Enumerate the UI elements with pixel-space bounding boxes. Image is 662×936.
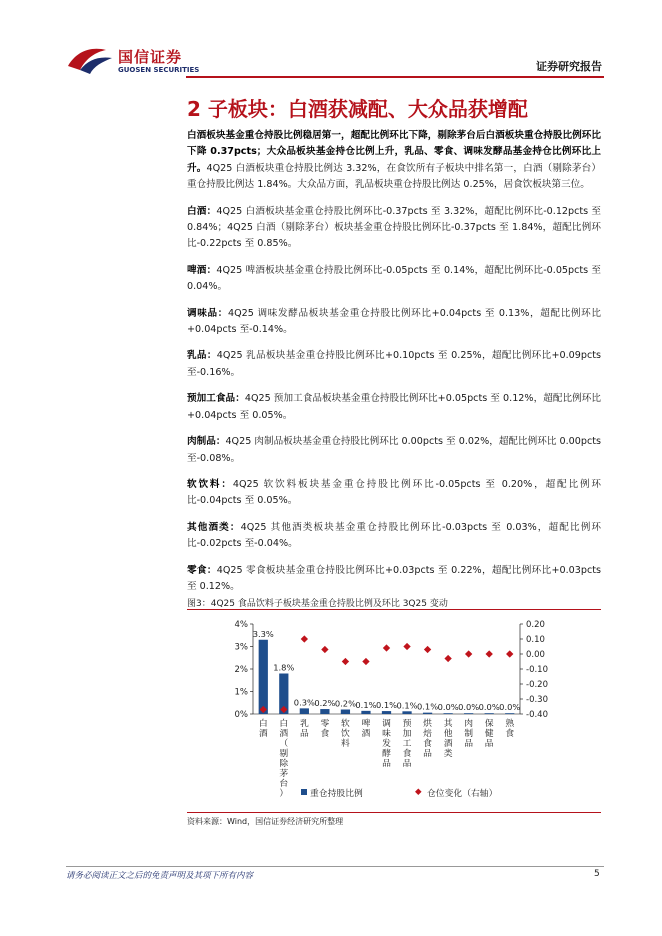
bar-data-label: 0.1% [375,700,398,711]
x-tick-label: 调味发酵品 [382,719,391,769]
point-position-change [321,646,328,653]
bar-holding-ratio [443,713,452,714]
guosen-logo [66,44,200,78]
paragraph-lead: 白酒板块基金重仓持股比例稳居第一，超配比例环比下降，剔除茅台后白酒板块重仓持股比例环比下降 0.37pcts；大众品板块基金持仓比例上升，乳品、零食、调味发酵品基金持仓比例环比上升。 [187,130,601,174]
bar-data-label: 0.1% [396,700,418,711]
bar-holding-ratio [320,709,329,714]
paragraph-summary [187,128,601,194]
paragraph-text: 4Q25 调味发酵品板块基金重仓持股比例环比+0.04pcts 至 0.13%，超配比例环比+0.04pcts 至-0.14%。 [187,307,602,336]
figure-source: 资料来源：Wind，国信证券经济研究所整理 [187,817,344,826]
section-title: 2 子板块：白酒获减配、大众品获增配 [187,97,528,121]
bar-data-label: 0.2% [314,698,336,709]
paragraph-text: 4Q25 其他酒类板块基金重仓持股比例环比-0.03pcts 至 0.03%，超配比例环比-0.02pcts 至-0.04%。 [187,521,602,550]
logo-emblem-icon [66,44,114,74]
point-position-change [506,650,513,657]
paragraph-condiment [187,306,601,339]
bar-holding-ratio [259,640,268,714]
paragraph-lead: 软饮料： [187,478,233,490]
point-position-change [465,650,472,657]
report-type-label: 证券研究报告 [536,60,602,73]
figure-title: 图3：4Q25 食品饮料子板块基金重仓持股比例及环比 3Q25 变动 [187,599,448,609]
figure-divider-bottom [187,812,601,813]
paragraph-lead: 调味品： [187,307,228,319]
bar-holding-ratio [485,713,494,714]
x-tick-label: 烘焙食品 [423,719,432,759]
bar-holding-ratio [361,711,370,714]
paragraph-snacks [187,563,601,596]
point-position-change [301,635,308,642]
holdings-chart [187,610,601,810]
bar-data-label: 0.2% [334,698,356,709]
bar-holding-ratio [423,713,432,714]
bar-data-label: 0.1% [417,701,439,712]
paragraph-baijiu [187,204,601,253]
paragraph-lead: 预加工食品： [187,393,245,405]
bar-holding-ratio [464,713,473,714]
paragraph-meat [187,434,601,467]
x-tick-label: 白酒（剔除茅台） [279,719,289,799]
y-tick-label-right: 0.20 [526,620,545,630]
paragraph-text: 4Q25 乳品板块基金重仓持股比例环比+0.10pcts 至 0.25%，超配比例环比+0.09pcts 至-0.16%。 [187,350,601,378]
y-tick-label-left: 0% [234,710,248,720]
paragraph-other-liquor [187,520,601,553]
bar-holding-ratio [402,711,411,714]
y-tick-label-left: 1% [234,687,248,698]
x-tick-label: 其他酒类 [443,719,453,759]
paragraph-lead: 啤酒： [187,264,217,276]
x-tick-label: 零食 [320,719,330,739]
paragraph-lead: 肉制品： [187,436,226,448]
point-position-change [424,646,431,653]
paragraph-text: 4Q25 白酒板块基金重仓持股比例环比-0.37pcts 至 3.32%，超配比例环比-0.12pcts 至 0.84%；4Q25 白酒（剔除茅台）板块基金重仓持股比例环比-0.37pcts 至 1.84%，超配比例环比-0.22pcts 至 0.85%。 [187,205,602,250]
body-text [187,128,601,605]
page-number: 5 [594,869,600,879]
point-position-change [342,658,349,665]
paragraph-soft-drink [187,477,601,510]
paragraph-prepared-food [187,391,601,424]
x-tick-label: 熟食 [505,719,515,739]
y-tick-label-right: -0.20 [526,680,548,690]
x-tick-label: 白酒 [258,719,268,739]
y-tick-label-right: 0.10 [526,635,545,645]
bar-data-label: 0.3% [293,697,315,708]
legend-bar-label: 重仓持股比例 [310,789,363,799]
bar-holding-ratio [505,713,514,714]
paragraph-lead: 零食： [187,564,217,576]
paragraph-text: 4Q25 白酒板块重仓持股比例达 3.32%，在食饮所有子板块中排名第一，白酒（剔除茅台）重仓持股比例达 1.84%。大众品方面，乳品板块重仓持股比例达 0.25%，居食饮板块第三位。 [187,162,601,191]
legend-bar-swatch [301,789,307,795]
bar-data-label: 0.1% [355,699,377,710]
bar-holding-ratio [382,711,391,714]
bar-holding-ratio [300,708,309,714]
x-tick-label: 预加工食品 [402,719,412,769]
logo-text-cn: 国信证券 [118,48,183,66]
legend-point-label: 仓位变化（右轴） [427,789,498,799]
legend-point-swatch [415,789,422,796]
footer-divider [66,866,604,867]
point-position-change [383,644,390,651]
paragraph-beer [187,263,601,296]
bar-data-label: 3.3% [252,628,274,639]
bar-data-label: 1.8% [273,662,295,673]
footer-disclaimer: 请务必阅读正文之后的免责声明及其项下所有内容 [66,871,254,881]
paragraph-dairy [187,348,601,381]
y-tick-label-left: 3% [234,642,248,653]
paragraph-lead: 乳品： [187,350,217,362]
bar-holding-ratio [341,710,350,715]
bar-data-label: 0.0% [499,702,521,713]
paragraph-text: 4Q25 零食板块基金重仓持股比例环比+0.03pcts 至 0.22%，超配比例环比+0.03pcts 至 0.12%。 [187,564,601,592]
x-tick-label: 啤酒 [361,719,371,739]
paragraph-text: 4Q25 预加工食品板块基金重仓持股比例环比+0.05pcts 至 0.12%，超配比例环比+0.04pcts 至 0.05%。 [187,393,601,421]
paragraph-lead: 其他酒类： [187,521,241,533]
point-position-change [486,650,493,657]
paragraph-text: 4Q25 啤酒板块基金重仓持股比例环比-0.05pcts 至 0.14%，超配比例环比-0.05pcts 至 0.04%。 [187,264,602,293]
point-position-change [362,658,369,665]
x-tick-label: 软饮料 [341,719,350,749]
paragraph-text: 4Q25 软饮料板块基金重仓持股比例环比-0.05pcts 至 0.20%，超配比例环比-0.04pcts 至 0.05%。 [187,478,602,507]
x-tick-label: 肉制品 [464,719,474,749]
page-header [0,0,662,80]
x-tick-label: 保健品 [484,719,494,749]
y-tick-label-left: 2% [234,665,248,675]
paragraph-text: 4Q25 肉制品板块基金重仓持股比例环比 0.00pcts 至 0.02%，超配比例环比 0.00pcts 至-0.08%。 [187,436,602,464]
point-position-change [403,643,410,650]
logo-text-en: GUOSEN SECURITIES [118,66,200,74]
header-divider [186,76,604,78]
bar-data-label: 0.0% [478,702,500,713]
y-tick-label-right: -0.30 [526,695,548,705]
y-tick-label-right: -0.10 [526,665,548,675]
y-tick-label-right: -0.40 [526,710,548,720]
point-position-change [444,655,451,662]
paragraph-lead: 白酒： [187,205,217,217]
bar-data-label: 0.0% [458,702,480,713]
y-tick-label-right: 0.00 [526,650,545,660]
y-tick-label-left: 4% [234,620,248,630]
bar-data-label: 0.0% [437,702,459,713]
x-tick-label: 乳品 [299,719,309,739]
